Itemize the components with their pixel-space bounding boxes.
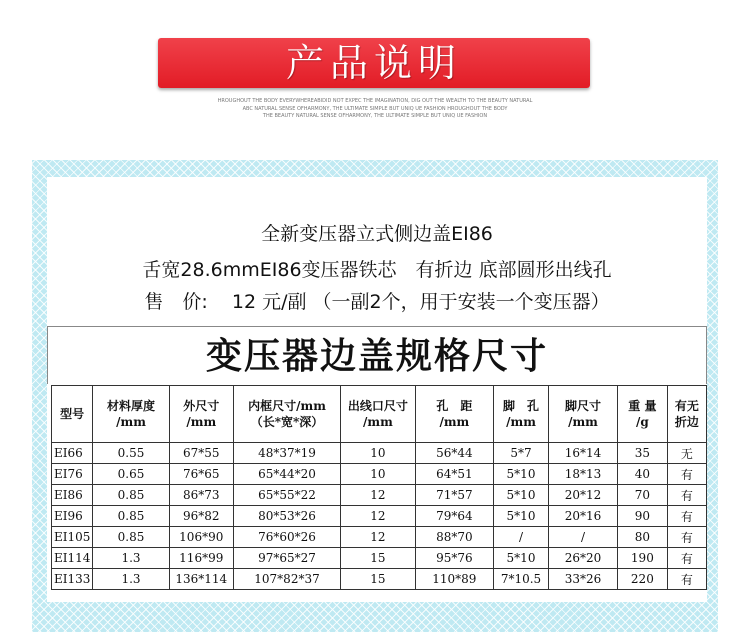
table-cell: 76*65: [169, 464, 233, 485]
table-cell: 5*10: [494, 506, 549, 527]
spec-header-cell: 出线口尺寸 /mm: [341, 386, 415, 443]
table-cell: 71*57: [415, 485, 494, 506]
table-cell: 有: [667, 485, 706, 506]
table-cell: 有: [667, 527, 706, 548]
table-cell: 76*60*26: [233, 527, 340, 548]
model-cell: EI66: [52, 443, 93, 464]
table-cell: 190: [618, 548, 668, 569]
table-cell: 79*64: [415, 506, 494, 527]
table-cell: 有: [667, 548, 706, 569]
spec-header-cell: 材料厚度 /mm: [93, 386, 169, 443]
table-cell: 0.55: [93, 443, 169, 464]
table-cell: 40: [618, 464, 668, 485]
table-cell: 12: [341, 527, 415, 548]
table-row: [52, 485, 707, 506]
table-cell: 110*89: [415, 569, 494, 590]
tagline-2: ABC NATURAL SENSE OFHARMONY, THE ULTIMATE SIMPLE BUT UNIQ UE FASHION HROUGHOUT THE BODY: [242, 106, 508, 112]
table-cell: 10: [341, 464, 415, 485]
table-cell: 有: [667, 569, 706, 590]
table-cell: 90: [618, 506, 668, 527]
table-cell: 0.65: [93, 464, 169, 485]
table-cell: 26*20: [548, 548, 617, 569]
model-cell: EI133: [52, 569, 93, 590]
table-cell: 70: [618, 485, 668, 506]
table-cell: 有: [667, 464, 706, 485]
table-cell: 10: [341, 443, 415, 464]
spec-header-cell: 孔 距 /mm: [415, 386, 494, 443]
spec-header-cell: 外尺寸 /mm: [169, 386, 233, 443]
spec-header-cell: 重 量 /g: [618, 386, 668, 443]
price-line: [47, 287, 707, 314]
table-row: [52, 443, 707, 464]
tagline-3: THE BEAUTY NATURAL SENSE OFHARMONY, THE ULTIMATE SIMPLE BUT UNIQ UE FASHION: [262, 113, 488, 119]
table-cell: 15: [341, 548, 415, 569]
table-cell: 1.3: [93, 548, 169, 569]
price-label: 售 价:: [144, 291, 208, 313]
spec-table: [51, 385, 707, 590]
table-cell: 12: [341, 506, 415, 527]
table-cell: 107*82*37: [233, 569, 340, 590]
table-cell: 80: [618, 527, 668, 548]
spec-table-body: [52, 443, 707, 590]
table-cell: 18*13: [548, 464, 617, 485]
spec-header-cell: 型号: [52, 386, 93, 443]
table-cell: 5*10: [494, 485, 549, 506]
table-row: [52, 527, 707, 548]
table-cell: 16*14: [548, 443, 617, 464]
table-cell: 106*90: [169, 527, 233, 548]
spec-header-cell: 脚尺寸 /mm: [548, 386, 617, 443]
table-cell: 20*12: [548, 485, 617, 506]
table-cell: 20*16: [548, 506, 617, 527]
table-cell: 80*53*26: [233, 506, 340, 527]
table-cell: 5*7: [494, 443, 549, 464]
table-cell: 116*99: [169, 548, 233, 569]
banner-title: 产品说明: [158, 38, 590, 88]
price-value: 12 元/副 （一副2个，用于安装一个变压器）: [231, 291, 610, 313]
table-cell: /: [494, 527, 549, 548]
model-cell: EI114: [52, 548, 93, 569]
spec-table-title: 变压器边盖规格尺寸: [47, 326, 707, 384]
model-cell: EI96: [52, 506, 93, 527]
table-cell: 136*114: [169, 569, 233, 590]
table-cell: 64*51: [415, 464, 494, 485]
tagline-1: HROUGHOUT THE BODY EVERYWHEREABIDID NOT EXPEC THE IMAGINATION, DIG OUT THE WEALTH TO THE BEAUTY NATURAL: [217, 98, 533, 104]
model-cell: EI86: [52, 485, 93, 506]
table-cell: 1.3: [93, 569, 169, 590]
model-cell: EI105: [52, 527, 93, 548]
table-cell: 0.85: [93, 485, 169, 506]
table-cell: 0.85: [93, 527, 169, 548]
table-cell: 96*82: [169, 506, 233, 527]
product-description: 舌宽28.6mmEI86变压器铁芯 有折边 底部圆形出线孔: [142, 259, 612, 281]
spec-header-row: [52, 386, 707, 443]
table-cell: 5*10: [494, 548, 549, 569]
table-cell: 65*44*20: [233, 464, 340, 485]
table-cell: 无: [667, 443, 706, 464]
table-row: [52, 464, 707, 485]
product-name: 全新变压器立式侧边盖EI86: [261, 223, 493, 245]
table-cell: 86*73: [169, 485, 233, 506]
spec-header-cell: 脚 孔 /mm: [494, 386, 549, 443]
table-cell: /: [548, 527, 617, 548]
table-cell: 7*10.5: [494, 569, 549, 590]
table-cell: 67*55: [169, 443, 233, 464]
table-cell: 65*55*22: [233, 485, 340, 506]
table-cell: 12: [341, 485, 415, 506]
table-cell: 有: [667, 506, 706, 527]
table-row: [52, 548, 707, 569]
table-cell: 95*76: [415, 548, 494, 569]
table-cell: 33*26: [548, 569, 617, 590]
table-cell: 56*44: [415, 443, 494, 464]
spec-header-cell: 有无 折边: [667, 386, 706, 443]
spec-header-cell: 内框尺寸/mm （长*宽*深）: [233, 386, 340, 443]
model-cell: EI76: [52, 464, 93, 485]
table-cell: 5*10: [494, 464, 549, 485]
table-row: [52, 569, 707, 590]
table-cell: 15: [341, 569, 415, 590]
table-row: [52, 506, 707, 527]
table-cell: 48*37*19: [233, 443, 340, 464]
table-cell: 97*65*27: [233, 548, 340, 569]
table-cell: 220: [618, 569, 668, 590]
table-cell: 35: [618, 443, 668, 464]
table-cell: 88*70: [415, 527, 494, 548]
table-cell: 0.85: [93, 506, 169, 527]
